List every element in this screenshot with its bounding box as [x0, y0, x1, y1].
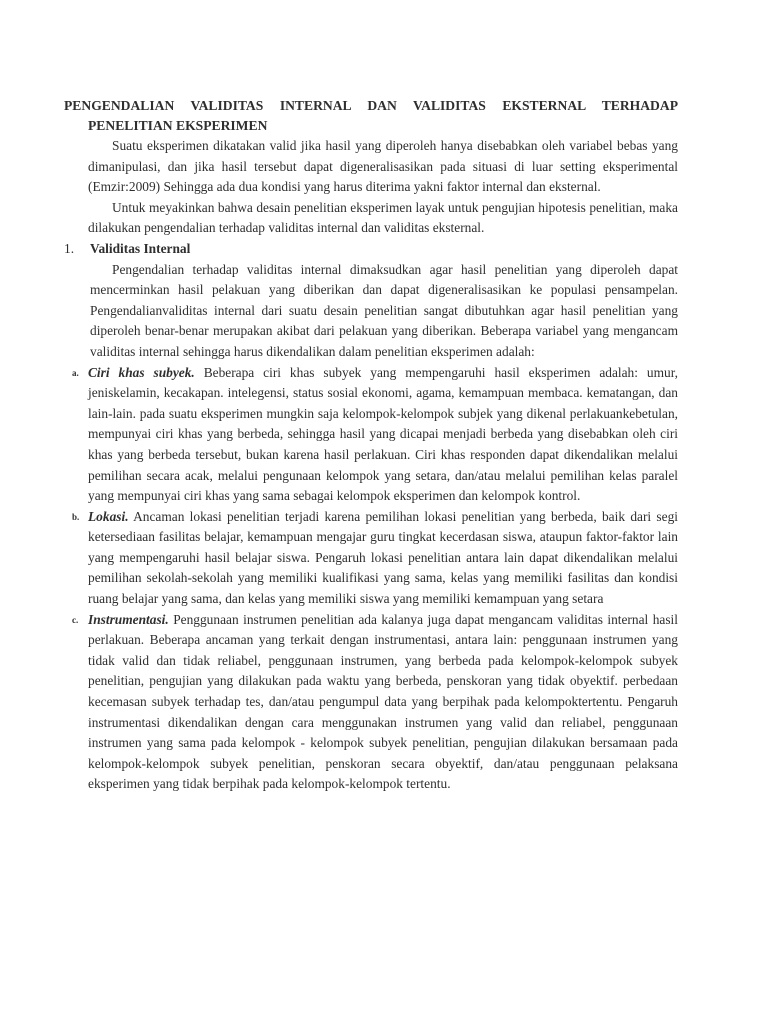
intro-paragraph-2: [64, 198, 678, 239]
list-marker-c: c.: [72, 614, 79, 625]
intro-paragraph-1-text: Suatu eksperimen dikatakan valid jika hasil yang diperoleh hanya disebabkan oleh variabel bebas yang dimanipulasi, dan jika hasil tersebut dapat digeneralisasikan pada situasi di luar setting eksperimental (Emzir:2009) Sehingga ada dua kondisi yang harus diterima yakni faktor internal dan eksternal.: [88, 138, 678, 195]
list-item-a-lead: Ciri khas subyek.: [88, 364, 195, 380]
title-line-1: PENGENDALIAN VALIDITAS INTERNAL DAN VALIDITAS EKSTERNAL TERHADAP: [64, 98, 678, 113]
document-body: [64, 96, 678, 795]
list-item-c-lead: Instrumentasi.: [88, 611, 169, 627]
section-number: 1.: [64, 240, 75, 256]
list-item-a: [64, 363, 678, 507]
list-item-b: [64, 507, 678, 610]
title-line-2: PENELITIAN EKSPERIMEN: [88, 118, 268, 133]
list-item-c-text: Penggunaan instrumen penelitian ada kalanya juga dapat mengancam validitas internal hasil perlakuan. Beberapa ancaman yang terkait dengan instrumentasi, antara lain: penggunaan instrumen yang tidak valid dan tidak reliabel, penggunaan instrumen, yang berbeda pada kelompok-kelompok subyek penelitian, pengujian yang dilakukan pada waktu yang berbeda, penskoran yang tidak obyektif. perbedaan kecemasan subyek terhadap tes, dan/atau pengumpul data yang berpihak pada kelompoktertentu. Pengaruh instrumentasi dikendalikan dengan cara menggunakan instrumen yang valid dan reliabel, penggunaan instrumen yang sama pada kelompok - kelompok subyek penelitian, pengujian dilakukan bersamaan pada kelompok-kelompok subyek penelitian, penskoran secara obyektif, dan/atau penggunaan pelaksana eksperimen yang tidak berpihak pada kelompok-kelompok tertentu.: [88, 611, 678, 792]
list-item-b-lead: Lokasi.: [88, 508, 129, 524]
section-title: Validitas Internal: [90, 240, 191, 256]
intro-paragraph-1: [64, 136, 678, 198]
list-item-a-text: Beberapa ciri khas subyek yang mempengaruhi hasil eksperimen adalah: umur, jeniskelamin, kecakapan. intelegensi, status sosial ekonomi, agama, kemampuan membaca. kematangan, dan lain-lain. pada suatu eksperimen mungkin saja kelompok-kelompok subjek yang dikenal perlakuankebetulan, mempunyai ciri khas yang berbeda, sehingga hasil yang dicapai menjadi berbeda yang disebabkan oleh ciri khas yang berbeda tersebut, bukan karena hasil perlakuan. Ciri khas responden dapat dikendalikan melalui pemilihan secara acak, melalui pengunaan kelompok yang setara, dan/atau melalui pemilihan kelas paralel yang mempunyai ciri khas yang sama sebagai kelompok eksperimen dan kelompok kontrol.: [88, 364, 678, 504]
list-item-c: [64, 610, 678, 795]
section-heading: [64, 239, 678, 260]
section-paragraph-text: Pengendalian terhadap validitas internal dimaksudkan agar hasil penelitian yang diperoleh dapat mencerminkan hasil pelakuan yang diberikan dan dapat digeneralisasikan ke populasi pensampelan. Pengendalianvaliditas internal dari suatu desain penelitian sangat dibutuhkan agar hasil penelitian yang diperoleh benar-benar merupakan akibat dari pelakuan yang diberikan. Beberapa variabel yang mengancam validitas internal sehingga harus dikendalikan dalam penelitian eksperimen adalah:: [90, 261, 678, 359]
document-title: [64, 96, 678, 136]
section-paragraph: [64, 260, 678, 363]
intro-paragraph-2-text: Untuk meyakinkan bahwa desain penelitian eksperimen layak untuk pengujian hipotesis penelitian, maka dilakukan pengendalian terhadap validitas internal dan validitas eksternal.: [88, 199, 678, 236]
list-marker-b: b.: [72, 511, 80, 522]
list-marker-a: a.: [72, 367, 79, 378]
list-item-b-text: Ancaman lokasi penelitian terjadi karena pemilihan lokasi penelitian yang berbeda, baik dari segi ketersediaan fasilitas belajar, kemampuan mengajar guru tingkat kecerdasan siswa, ataupun faktor-faktor lain yang mempengaruhi hasil belajar siswa. Pengaruh lokasi penelitian antara lain dapat dikendalikan melalui pemilihan sekolah-sekolah yang memiliki kualifikasi yang sama, kelas yang memiliki fasilitas dan kondisi ruang belajar yang sama, dan kelas yang memiliki siswa yang memiliki kemampuan yang setara: [88, 508, 678, 607]
